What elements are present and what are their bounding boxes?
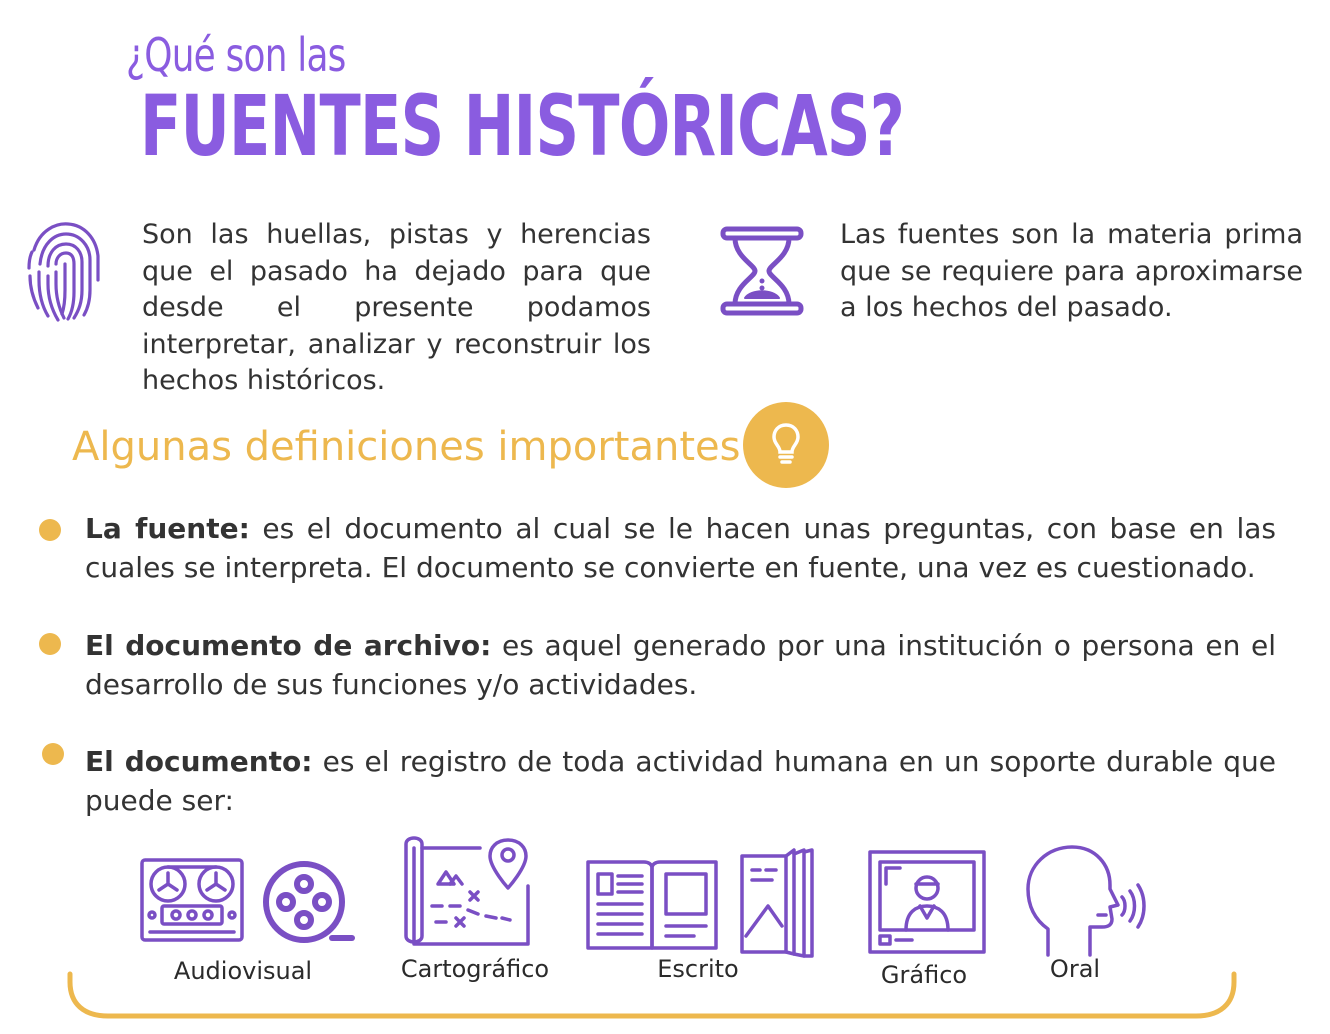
definition-item bbox=[85, 742, 1276, 820]
bullet-dot bbox=[42, 743, 64, 765]
speaking-head-icon bbox=[1026, 845, 1150, 959]
lightbulb-badge bbox=[743, 402, 829, 488]
title-small: ¿Qué son las bbox=[126, 28, 346, 82]
type-label-audiovisual: Audiovisual bbox=[173, 957, 313, 985]
definition-item bbox=[85, 626, 1276, 704]
hourglass-icon bbox=[719, 225, 805, 317]
film-reel-icon bbox=[262, 860, 354, 946]
definition-term: El documento: bbox=[85, 745, 313, 778]
fingerprint-icon bbox=[26, 220, 102, 322]
definition-term: El documento de archivo: bbox=[85, 629, 492, 662]
definition-text: es aquel generado por una institución o persona en el desarrollo de sus funciones y/o actividades. bbox=[85, 629, 1276, 701]
bullet-dot bbox=[39, 633, 61, 655]
type-label-cartografico: Cartográfico bbox=[400, 955, 550, 983]
section-title: Algunas definiciones importantes bbox=[72, 424, 741, 470]
definition-text: es el registro de toda actividad humana en un soporte durable que puede ser: bbox=[85, 745, 1277, 817]
page-title: FUENTES HISTÓRICAS? bbox=[140, 77, 905, 175]
open-book-icon bbox=[584, 856, 720, 952]
tape-recorder-icon bbox=[140, 858, 244, 942]
lightbulb-icon bbox=[771, 422, 801, 466]
definition-term: La fuente: bbox=[85, 512, 250, 545]
type-label-oral: Oral bbox=[1049, 955, 1101, 983]
folder-icon bbox=[738, 846, 816, 958]
bullet-dot bbox=[39, 519, 61, 541]
type-label-grafico: Gráfico bbox=[880, 961, 968, 989]
intro-right-text: Las fuentes son la materia prima que se requiere para aproximarse a los hechos del pasado. bbox=[840, 219, 1303, 323]
type-label-escrito: Escrito bbox=[657, 955, 739, 983]
definition-text: es el documento al cual se le hacen unas preguntas, con base en las cuales se interpreta. El documento se convierte en fuente, una vez es cuestionado. bbox=[85, 512, 1276, 584]
intro-left-text: Son las huellas, pistas y herencias que el pasado ha dejado para que desde el presente podamos interpretar, analizar y reconstruir los hechos históricos. bbox=[142, 219, 651, 396]
bottom-bracket bbox=[60, 968, 1244, 1024]
picture-frame-icon bbox=[868, 850, 986, 954]
map-icon bbox=[402, 834, 532, 948]
definition-item bbox=[85, 509, 1276, 587]
